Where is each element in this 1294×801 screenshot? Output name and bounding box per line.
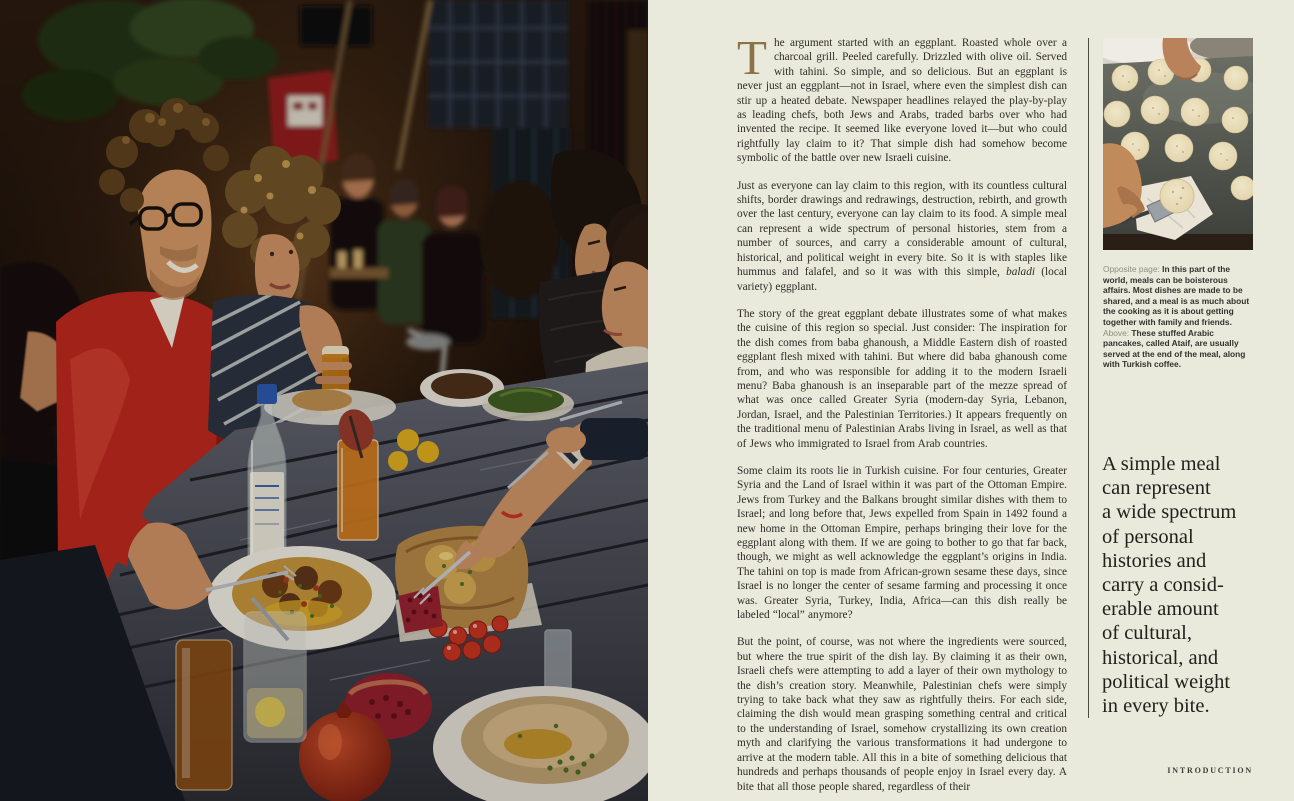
caption-prefix-opposite: Opposite page: (1103, 264, 1160, 274)
caption-text-above: These stuffed Arabic pancakes, called Ataif, are usually served at the end of the meal, along with Turkish coffee. (1103, 327, 1246, 370)
paragraph-1: The argument started with an eggplant. Roasted whole over a charcoal grill. Peeled carefully. Drizzled with olive oil. Served with tahini. So simple, and so delicious. But an eggplant is never just an eggplant—not in Israel, where even the simplest dish can stir up a heated debate. Newspaper headlines relayed the play-by-play as leading chefs, both Jews and Arabs, traded barbs over who had invented the recipe. It seemed like everyone loved it—but who could rightfully lay claim to it? That simple dish had somehow become symbolic of the battle over new Israeli cuisine. (737, 30, 1067, 165)
pull-quote-line: of cultural, (1102, 622, 1192, 645)
pull-quote-line: of personal (1102, 525, 1194, 548)
paragraph-4: Some claim its roots lie in Turkish cuisine. For four centuries, Greater Syria and the Land of Israel within it was part of the Ottoman Empire. Jews from Turkey and the Balkans brought similar dishes with them to Israel; and long before that, Jews expelled from Spain in 1492 found a new home in the Ottoman Empire, perhaps bringing their love for the eggplant along with them. If we are going to bother to go that far back, though, we might as well acknowledge the eggplant’s origins in India. The tahini on top is made from African-grown sesame these days, since Israel is no longer the center of sesame farming and processing it once was. Greater Syria, Turkey, India, Africa—can this dish really be labeled “local” anymore? (737, 464, 1067, 622)
pull-quote-line: carry a consid- (1102, 574, 1224, 597)
pull-quote (1102, 452, 1272, 718)
pull-quote-line: political weight (1102, 670, 1231, 693)
caption-text-opposite: In this part of the world, meals can be boisterous affairs. Most dishes are made to be shared, and a meal is as much about the cooking as it is about getting together with family and friends. (1103, 264, 1250, 327)
pull-quote-line: historical, and (1102, 646, 1219, 669)
pull-quote-line: a wide spectrum (1102, 501, 1237, 524)
article-body (737, 30, 1067, 794)
caption-prefix-above: Above: (1103, 327, 1130, 338)
pull-quote-line: erable amount (1102, 598, 1219, 621)
page-footer-label: INTRODUCTION (1167, 766, 1253, 775)
pull-quote-line: histories and (1102, 549, 1207, 572)
pull-quote-line: A simple meal (1102, 453, 1221, 475)
paragraph-2: Just as everyone can lay claim to this region, with its countless cultural shifts, border drawings and redrawings, destruction, rebirth, and growth over the last century, everyone can lay claim to its food. A simple meal can represent a wide spectrum of personal histories, stem from a number of sources, and carry a considerable amount of cultural, historical, and political weight in every bite. So it is with staples like hummus and falafel, and so it was with this simple, baladi (local variety) eggplant. (737, 179, 1067, 293)
paragraph-3: The story of the great eggplant debate illustrates some of what makes the cuisine of this region so special. Just consider: The inspiration for the dish comes from baba ghanoush, a Middle Eastern dish of roasted eggplant flesh mixed with tahini. But where did baba ghanoush come from, and who was responsible for adding it to the modern Israeli menu? Baba ghanoush is an inseparable part of the mezze spread of what was once called Greater Syria (modern-day Syria, Lebanon, Jordan, Israel, and the Palestinian Territories.) It appears frequently on the traditional menu of Palestinian Arabs living in Israel, as well as that of Jews who immigrated to Israel from Arab countries. (737, 307, 1067, 450)
pull-quote-line: can represent (1102, 477, 1211, 500)
ataif-photo (1103, 38, 1253, 250)
right-page (648, 0, 1294, 801)
paragraph-5: But the point, of course, was not where the ingredients were sourced, but where the true spirit of the dish lay. By claiming it as their own, Israeli chefs were attempting to add a layer of their own mythology to the dish’s creation story. Meanwhile, Palestinian chefs were simply trying to take back what they saw as rightfully theirs. For each side, claiming the dish would mean grasping something central and critical to the understanding of Israel, somehow crystallizing its own creation myth and clarifying the various transformations it had undergone to arrive at the modern table. All this in a bite of something delicious that hundreds and perhaps thousands of people enjoy in Israel every day. A bite that all those people shared, regardless of their (737, 636, 1067, 793)
photo-caption (1103, 264, 1254, 370)
column-rule (1088, 38, 1089, 718)
pull-quote-line: in every bite. (1102, 695, 1210, 718)
ataif-photo-illustration (1103, 38, 1253, 250)
drop-cap: T (737, 30, 767, 85)
